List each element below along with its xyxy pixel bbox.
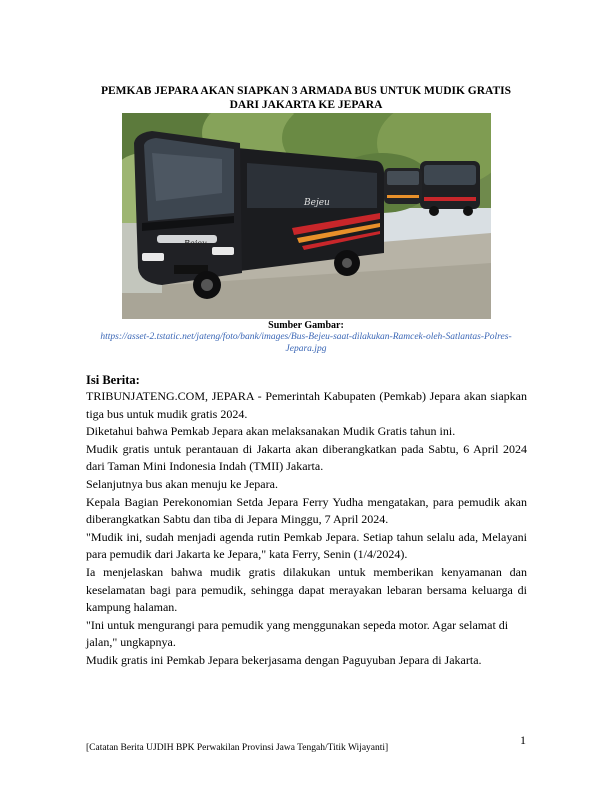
paragraph: Diketahui bahwa Pemkab Jepara akan melaksanakan Mudik Gratis tahun ini.	[86, 424, 456, 439]
page-number: 1	[520, 733, 526, 747]
background-bus-2	[384, 168, 422, 204]
bus-side-name: Bejeu	[304, 198, 330, 208]
article-body	[86, 388, 527, 670]
section-label: Isi Berita:	[86, 373, 140, 387]
paragraph: TRIBUNJATENG.COM, JEPARA - Pemerintah Kabupaten (Pemkab) Jepara akan siapkan tiga bus untuk mudik gratis 2024.	[86, 389, 527, 421]
paragraph: Selanjutnya bus akan menuju ke Jepara.	[86, 476, 278, 491]
article-title-line-1: PEMKAB JEPARA AKAN SIAPKAN 3 ARMADA BUS UNTUK MUDIK GRATIS	[100, 85, 512, 97]
paragraph: Mudik gratis ini Pemkab Jepara bekerjasama dengan Paguyuban Jepara di Jakarta.	[86, 652, 482, 667]
bus-name: Bejeu	[184, 239, 207, 248]
article-title-line-2: DARI JAKARTA KE JEPARA	[229, 99, 383, 111]
article-title	[80, 84, 532, 112]
background-bus	[420, 161, 480, 216]
page-footer: [Catatan Berita UJDIH BPK Perwakilan Provinsi Jawa Tengah/Titik Wijayanti]	[86, 743, 389, 753]
paragraph: Ia menjelaskan bahwa mudik gratis dilakukan untuk memberikan kenyamanan dan keselamatan bagi para pemudik, sehingga dapat merayakan lebaran bersama keluarga di kampung halaman.	[86, 564, 527, 615]
paragraph: Kepala Bagian Perekonomian Setda Jepara Ferry Yudha mengatakan, para pemudik akan diberangkatkan Sabtu dan tiba di Jepara Minggu, 7 April 2024.	[86, 494, 527, 527]
paragraph: Mudik gratis untuk perantauan di Jakarta akan diberangkatkan pada Sabtu, 6 April 2024 dari Taman Mini Indonesia Indah (TMII) Jakarta.	[86, 441, 527, 474]
figure-source-url-line-2[interactable]: Jepara.jpg	[285, 343, 327, 354]
figure-source-url[interactable]	[80, 332, 532, 355]
bus-photo	[122, 113, 491, 319]
paragraph: "Mudik ini, sudah menjadi agenda rutin Pemkab Jepara. Setiap tahun selalu ada, Melayani para pemudik dari Jakarta ke Jepara," kata Ferry, Senin (1/4/2024).	[86, 529, 527, 562]
paragraph: "Ini untuk mengurangi para pemudik yang menggunakan sepeda motor. Agar selamat di jalan," ungkapnya.	[86, 617, 509, 650]
figure-source-label: Sumber Gambar:	[268, 320, 344, 331]
figure-source-url-line-1[interactable]: https://asset-2.tstatic.net/jateng/foto/bank/images/Bus-Bejeu-saat-dilakukan-Ramcek-oleh-Satlantas-Polres-	[100, 332, 512, 342]
